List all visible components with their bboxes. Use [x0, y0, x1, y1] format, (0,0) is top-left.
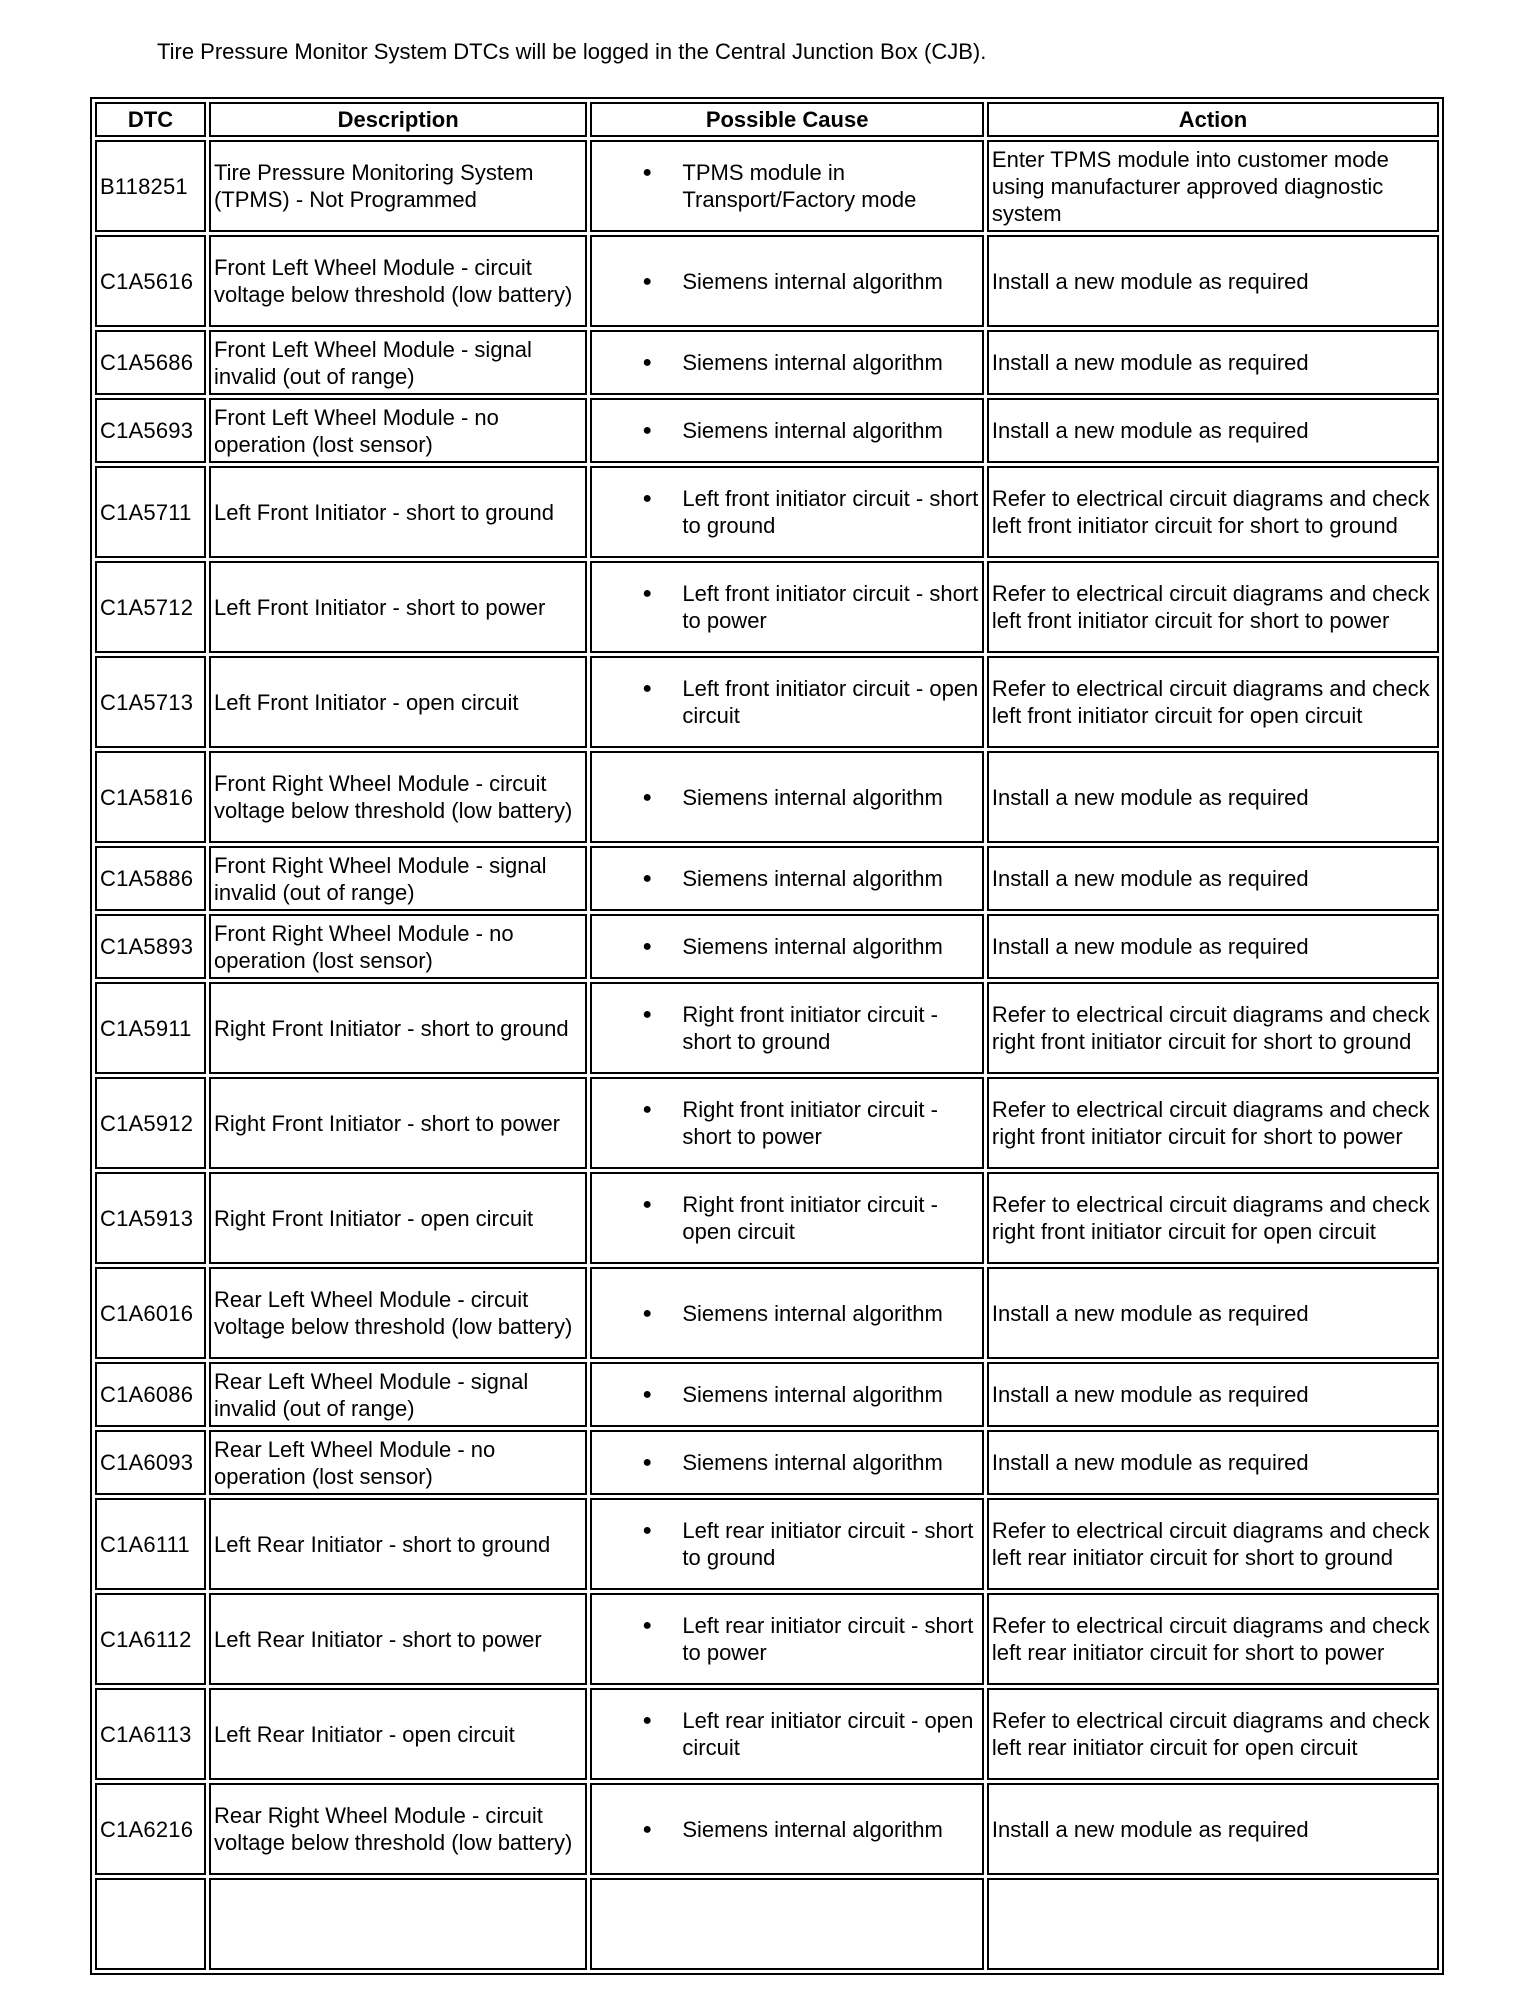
dtc-description: Left Front Initiator - short to power	[209, 561, 587, 653]
action-text: Refer to electrical circuit diagrams and check left front initiator circuit for short to ground	[987, 466, 1439, 558]
cause-bullet-item: ● Siemens internal algorithm	[642, 1816, 979, 1843]
table-row	[95, 914, 1439, 979]
dtc-description: Tire Pressure Monitoring System (TPMS) - Not Programmed	[209, 140, 587, 232]
table-row	[95, 1077, 1439, 1169]
dtc-code: C1A5886	[95, 846, 206, 911]
possible-cause	[590, 398, 984, 463]
dtc-code: C1A5912	[95, 1077, 206, 1169]
possible-cause	[590, 656, 984, 748]
dtc-code: C1A6112	[95, 1593, 206, 1685]
table-row	[95, 656, 1439, 748]
action-text: Refer to electrical circuit diagrams and check left rear initiator circuit for open circuit	[987, 1688, 1439, 1780]
header-dtc: DTC	[95, 102, 206, 137]
possible-cause	[590, 466, 984, 558]
possible-cause	[590, 751, 984, 843]
dtc-description: Front Right Wheel Module - circuit voltage below threshold (low battery)	[209, 751, 587, 843]
cause-bullet-item: ● Siemens internal algorithm	[642, 417, 979, 444]
cause-bullet-item: ● Left rear initiator circuit - open circuit	[642, 1707, 979, 1761]
dtc-code: C1A6111	[95, 1498, 206, 1590]
cause-bullet-item: ● Left rear initiator circuit - short to ground	[642, 1517, 979, 1571]
possible-cause	[590, 1593, 984, 1685]
possible-cause	[590, 1498, 984, 1590]
dtc-table-container	[90, 97, 1444, 1992]
header-possible-cause: Possible Cause	[590, 102, 984, 137]
dtc-code: C1A5712	[95, 561, 206, 653]
possible-cause	[590, 1783, 984, 1875]
dtc-code: C1A5816	[95, 751, 206, 843]
dtc-description: Right Front Initiator - short to power	[209, 1077, 587, 1169]
action-text: Install a new module as required	[987, 914, 1439, 979]
cause-bullet-item: ● Siemens internal algorithm	[642, 784, 979, 811]
empty-cell	[590, 1878, 984, 1970]
action-text: Install a new module as required	[987, 1267, 1439, 1359]
cause-bullet-item: ● Left front initiator circuit - open circuit	[642, 675, 979, 729]
possible-cause	[590, 561, 984, 653]
dtc-code: C1A5911	[95, 982, 206, 1074]
dtc-code: C1A5616	[95, 235, 206, 327]
table-row	[95, 235, 1439, 327]
table-row	[95, 466, 1439, 558]
action-text: Install a new module as required	[987, 1783, 1439, 1875]
dtc-description: Rear Left Wheel Module - no operation (lost sensor)	[209, 1430, 587, 1495]
cause-bullet-item: ● Siemens internal algorithm	[642, 268, 979, 295]
empty-cell	[209, 1878, 587, 1970]
cause-bullet-item: ● Left rear initiator circuit - short to power	[642, 1612, 979, 1666]
dtc-description: Front Left Wheel Module - no operation (lost sensor)	[209, 398, 587, 463]
cause-bullet-item: ● Siemens internal algorithm	[642, 1381, 979, 1408]
possible-cause	[590, 1267, 984, 1359]
table-row-continued	[95, 1878, 1439, 1970]
action-text: Refer to electrical circuit diagrams and check left rear initiator circuit for short to power	[987, 1593, 1439, 1685]
action-text: Install a new module as required	[987, 398, 1439, 463]
dtc-table	[90, 97, 1444, 1975]
possible-cause	[590, 982, 984, 1074]
action-text: Install a new module as required	[987, 330, 1439, 395]
dtc-description: Rear Left Wheel Module - circuit voltage below threshold (low battery)	[209, 1267, 587, 1359]
action-text: Install a new module as required	[987, 235, 1439, 327]
table-row	[95, 1267, 1439, 1359]
header-description: Description	[209, 102, 587, 137]
cause-bullet-item: ● TPMS module in Transport/Factory mode	[642, 159, 979, 213]
possible-cause	[590, 1362, 984, 1427]
action-text: Refer to electrical circuit diagrams and check right front initiator circuit for short to ground	[987, 982, 1439, 1074]
action-text: Install a new module as required	[987, 846, 1439, 911]
table-row	[95, 330, 1439, 395]
action-text: Install a new module as required	[987, 751, 1439, 843]
dtc-code: C1A6216	[95, 1783, 206, 1875]
dtc-description: Left Rear Initiator - open circuit	[209, 1688, 587, 1780]
action-text: Enter TPMS module into customer mode using manufacturer approved diagnostic system	[987, 140, 1439, 232]
table-row	[95, 1172, 1439, 1264]
cause-bullet-item: ● Siemens internal algorithm	[642, 1449, 979, 1476]
action-text: Refer to electrical circuit diagrams and check left front initiator circuit for open circuit	[987, 656, 1439, 748]
possible-cause	[590, 846, 984, 911]
dtc-code: C1A5693	[95, 398, 206, 463]
dtc-code: B118251	[95, 140, 206, 232]
dtc-description: Left Front Initiator - short to ground	[209, 466, 587, 558]
dtc-code: C1A5913	[95, 1172, 206, 1264]
dtc-code: C1A5893	[95, 914, 206, 979]
dtc-description: Front Left Wheel Module - signal invalid (out of range)	[209, 330, 587, 395]
dtc-description: Right Front Initiator - short to ground	[209, 982, 587, 1074]
possible-cause	[590, 140, 984, 232]
action-text: Refer to electrical circuit diagrams and check right front initiator circuit for short to power	[987, 1077, 1439, 1169]
table-body	[95, 140, 1439, 1970]
dtc-code: C1A6113	[95, 1688, 206, 1780]
action-text: Refer to electrical circuit diagrams and check right front initiator circuit for open circuit	[987, 1172, 1439, 1264]
dtc-code: C1A6093	[95, 1430, 206, 1495]
table-row	[95, 561, 1439, 653]
action-text: Refer to electrical circuit diagrams and check left rear initiator circuit for short to ground	[987, 1498, 1439, 1590]
table-row	[95, 1783, 1439, 1875]
empty-cell	[987, 1878, 1439, 1970]
possible-cause	[590, 235, 984, 327]
table-row	[95, 1430, 1439, 1495]
header-action: Action	[987, 102, 1439, 137]
possible-cause	[590, 1688, 984, 1780]
possible-cause	[590, 1172, 984, 1264]
dtc-description: Rear Left Wheel Module - signal invalid (out of range)	[209, 1362, 587, 1427]
cause-bullet-item: ● Left front initiator circuit - short to power	[642, 580, 979, 634]
possible-cause	[590, 914, 984, 979]
table-row	[95, 846, 1439, 911]
dtc-description: Left Rear Initiator - short to ground	[209, 1498, 587, 1590]
dtc-code: C1A5711	[95, 466, 206, 558]
dtc-code: C1A5686	[95, 330, 206, 395]
possible-cause	[590, 1077, 984, 1169]
action-text: Install a new module as required	[987, 1430, 1439, 1495]
cause-bullet-item: ● Right front initiator circuit - short to ground	[642, 1001, 979, 1055]
table-row	[95, 140, 1439, 232]
table-row	[95, 1362, 1439, 1427]
dtc-description: Right Front Initiator - open circuit	[209, 1172, 587, 1264]
dtc-code: C1A6086	[95, 1362, 206, 1427]
cause-bullet-item: ● Siemens internal algorithm	[642, 865, 979, 892]
cause-bullet-item: ● Left front initiator circuit - short to ground	[642, 485, 979, 539]
action-text: Refer to electrical circuit diagrams and check left front initiator circuit for short to power	[987, 561, 1439, 653]
dtc-description: Left Front Initiator - open circuit	[209, 656, 587, 748]
possible-cause	[590, 330, 984, 395]
action-text: Install a new module as required	[987, 1362, 1439, 1427]
table-row	[95, 982, 1439, 1074]
table-row	[95, 398, 1439, 463]
empty-cell	[95, 1878, 206, 1970]
table-header-row	[95, 102, 1439, 137]
cause-bullet-item: ● Siemens internal algorithm	[642, 1300, 979, 1327]
table-row	[95, 1498, 1439, 1590]
dtc-description: Front Left Wheel Module - circuit voltage below threshold (low battery)	[209, 235, 587, 327]
cause-bullet-item: ● Right front initiator circuit - open circuit	[642, 1191, 979, 1245]
dtc-description: Front Right Wheel Module - signal invalid (out of range)	[209, 846, 587, 911]
intro-text: Tire Pressure Monitor System DTCs will be logged in the Central Junction Box (CJB).	[157, 39, 987, 64]
table-row	[95, 1593, 1439, 1685]
possible-cause	[590, 1430, 984, 1495]
dtc-description: Rear Right Wheel Module - circuit voltage below threshold (low battery)	[209, 1783, 587, 1875]
table-row	[95, 751, 1439, 843]
dtc-code: C1A6016	[95, 1267, 206, 1359]
dtc-description: Left Rear Initiator - short to power	[209, 1593, 587, 1685]
dtc-description: Front Right Wheel Module - no operation (lost sensor)	[209, 914, 587, 979]
table-row	[95, 1688, 1439, 1780]
cause-bullet-item: ● Siemens internal algorithm	[642, 349, 979, 376]
dtc-code: C1A5713	[95, 656, 206, 748]
cause-bullet-item: ● Right front initiator circuit - short to power	[642, 1096, 979, 1150]
cause-bullet-item: ● Siemens internal algorithm	[642, 933, 979, 960]
